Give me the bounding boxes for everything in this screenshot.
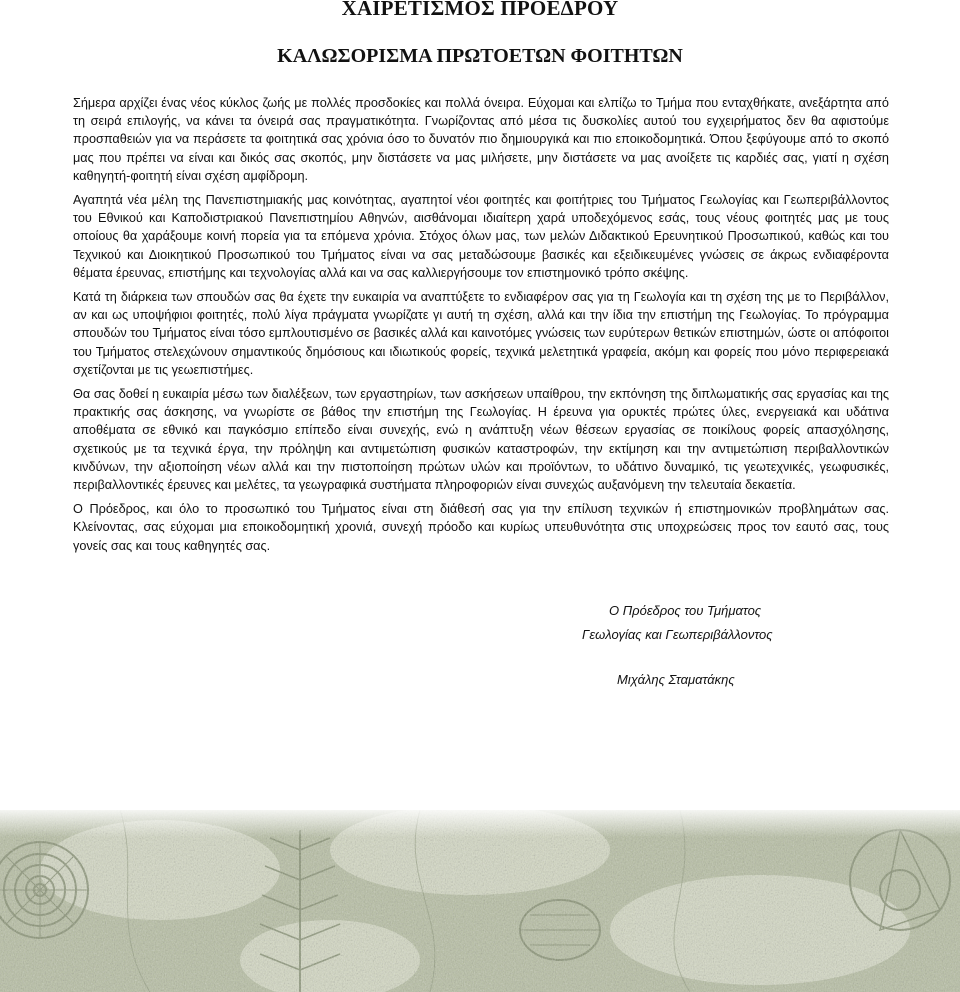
fossil-texture-image [0, 810, 960, 992]
paragraph: Κατά τη διάρκεια των σπουδών σας θα έχετε την ευκαιρία να αναπτύξετε το ενδιαφέρον σας για τη Γεωλογία και τη σχέση της με το Περιβάλλον, αν και ως υποψήφιοι φοιτητές, πολύ λίγα πράγματα γνωρίζατε γι αυτή τη σχέση, αλλά και την ίδια την επιστήμη της Γεωλογίας. Το πρόγραμμα σπουδών του Τμήματος είναι τόσο εμπλουτισμένο σε βασικές αλλά και καινοτόμες γνώσεις των ευρύτερων θετικών επιστημών, ώστε οι απόφοιτοι του Τμήματος στελεχώνουν σημαντικούς δημόσιους και ιδιωτικούς φορείς, τεχνικά μελετητικά γραφεία, ακόμη και φορείς που μόνο περιφερειακά σχετίζονται με τις γεωεπιστήμες. [73, 290, 889, 377]
paragraph: Σήμερα αρχίζει ένας νέος κύκλος ζωής με πολλές προσδοκίες και πολλά όνειρα. Εύχομαι και ελπίζω το Τμήμα που ενταχθήκατε, ανεξάρτητα από τη σειρά επιλογής, να κάνει τα όνειρά σας πραγματικότητα. Γνωρίζοντας από μέσα τις δυσκολίες αυτού του εγχειρήματος δεν θα αφιστούμε προσπαθειών για να περάσετε τα φοιτητικά σας χρόνια όσο το δυνατόν πιο δημιουργικά και πιο εποικοδομητικά. Όπου ξεφύγουμε από το σκοπό μας που πρέπει να είναι και δικός σας σκοπός, μην διστάσετε να μας μιλήσετε, μην διστάσετε να μας ανοίξετε τις καρδιές σας, γιατί η σχέση καθηγητή-φοιτητή είναι σχέση αμφίδρομη. [73, 96, 889, 183]
document-subtitle: ΚΑΛΩΣΟΡΙΣΜΑ ΠΡΩΤΟΕΤΩΝ ΦΟΙΤΗΤΩΝ [277, 45, 683, 67]
paragraph: Θα σας δοθεί η ευκαιρία μέσω των διαλέξεων, των εργαστηρίων, των ασκήσεων υπαίθρου, την εκπόνηση της διπλωματικής σας εργασίας και της πρακτικής σας άσκησης, να γνωρίστε σε βάθος την επιστήμη της Γεωλογίας. Η έρευνα για ορυκτές πρώτες ύλες, ενεργειακά και υδάτινα αποθέματα σε εθνικό και παγκόσμιο επίπεδο είναι συνεχής, ενώ η ανάπτυξη νέων θέσεων εργασίας σε ποικίλους φορείς απασχόλησης, σχετικούς με τα τεχνικά έργα, την πρόληψη και αντιμετώπιση φυσικών καταστροφών, την εκτίμηση και την αντιμετώπιση περιβαλλοντικών κινδύνων, την αξιοποίηση νέων αλλά και την πιστοποίηση πρώτων υλών και προϊόντων, το υδάτινο δυναμικό, τις γεωτεχνικές, γεωφυσικές, περιβαλλοντικές έρευνες και μελέτες, τα γεωγραφικά συστήματα πληροφοριών είναι συνεχώς αυξανόμενη την τελευταία δεκαετία. [73, 387, 889, 493]
fossil-decorative-band [0, 810, 960, 992]
paragraph: Ο Πρόεδρος, και όλο το προσωπικό του Τμήματος είναι στη διάθεσή σας για την επίλυση τεχνικών ή επιστημονικών προβλημάτων σας. Κλείνοντας, σας εύχομαι μια εποικοδομητική χρονιά, συνεχή πρόοδο και κυρίως υπευθυνότητα στις υποχρεώσεις προς τον εαυτό σας, τους γονείς σας και τους καθηγητές σας. [73, 502, 889, 553]
signature-name: Μιχάλης Σταματάκης [617, 672, 735, 687]
paragraph: Αγαπητά νέα μέλη της Πανεπιστημιακής μας κοινότητας, αγαπητοί νέοι φοιτητές και φοιτήτριες του Τμήματος Γεωλογίας και Γεωπεριβάλλοντος του Εθνικού και Καποδιστριακού Πανεπιστημίου Αθηνών, αισθάνομαι ιδιαίτερη χαρά υποδεχόμενος εσάς, τους νέους φοιτητές μας με τους οποίους θα χαράξουμε κοινή πορεία για τα επόμενα χρόνια. Στόχος όλων μας, των μελών Διδακτικού Ερευνητικού Προσωπικού, καθώς και του Τεχνικού και Διοικητικού Προσωπικού του Τμήματος είναι να σας μεταδώσουμε βασικές και εξειδικευμένες γνώσεις σε άκρως ενδιαφέροντα θέματα έρευνας, επιστήμης και τεχνολογίας αλλά και να σας καλλιεργήσουμε τον επιστημονικό τρόπο σκέψης. [73, 193, 889, 280]
letter-body [73, 94, 889, 561]
signature-department: Γεωλογίας και Γεωπεριβάλλοντος [582, 627, 773, 642]
signature-title: Ο Πρόεδρος του Τμήματος [609, 603, 762, 618]
document-title: ΧΑΙΡΕΤΙΣΜΟΣ ΠΡΟΕΔΡΟΥ [341, 0, 619, 20]
